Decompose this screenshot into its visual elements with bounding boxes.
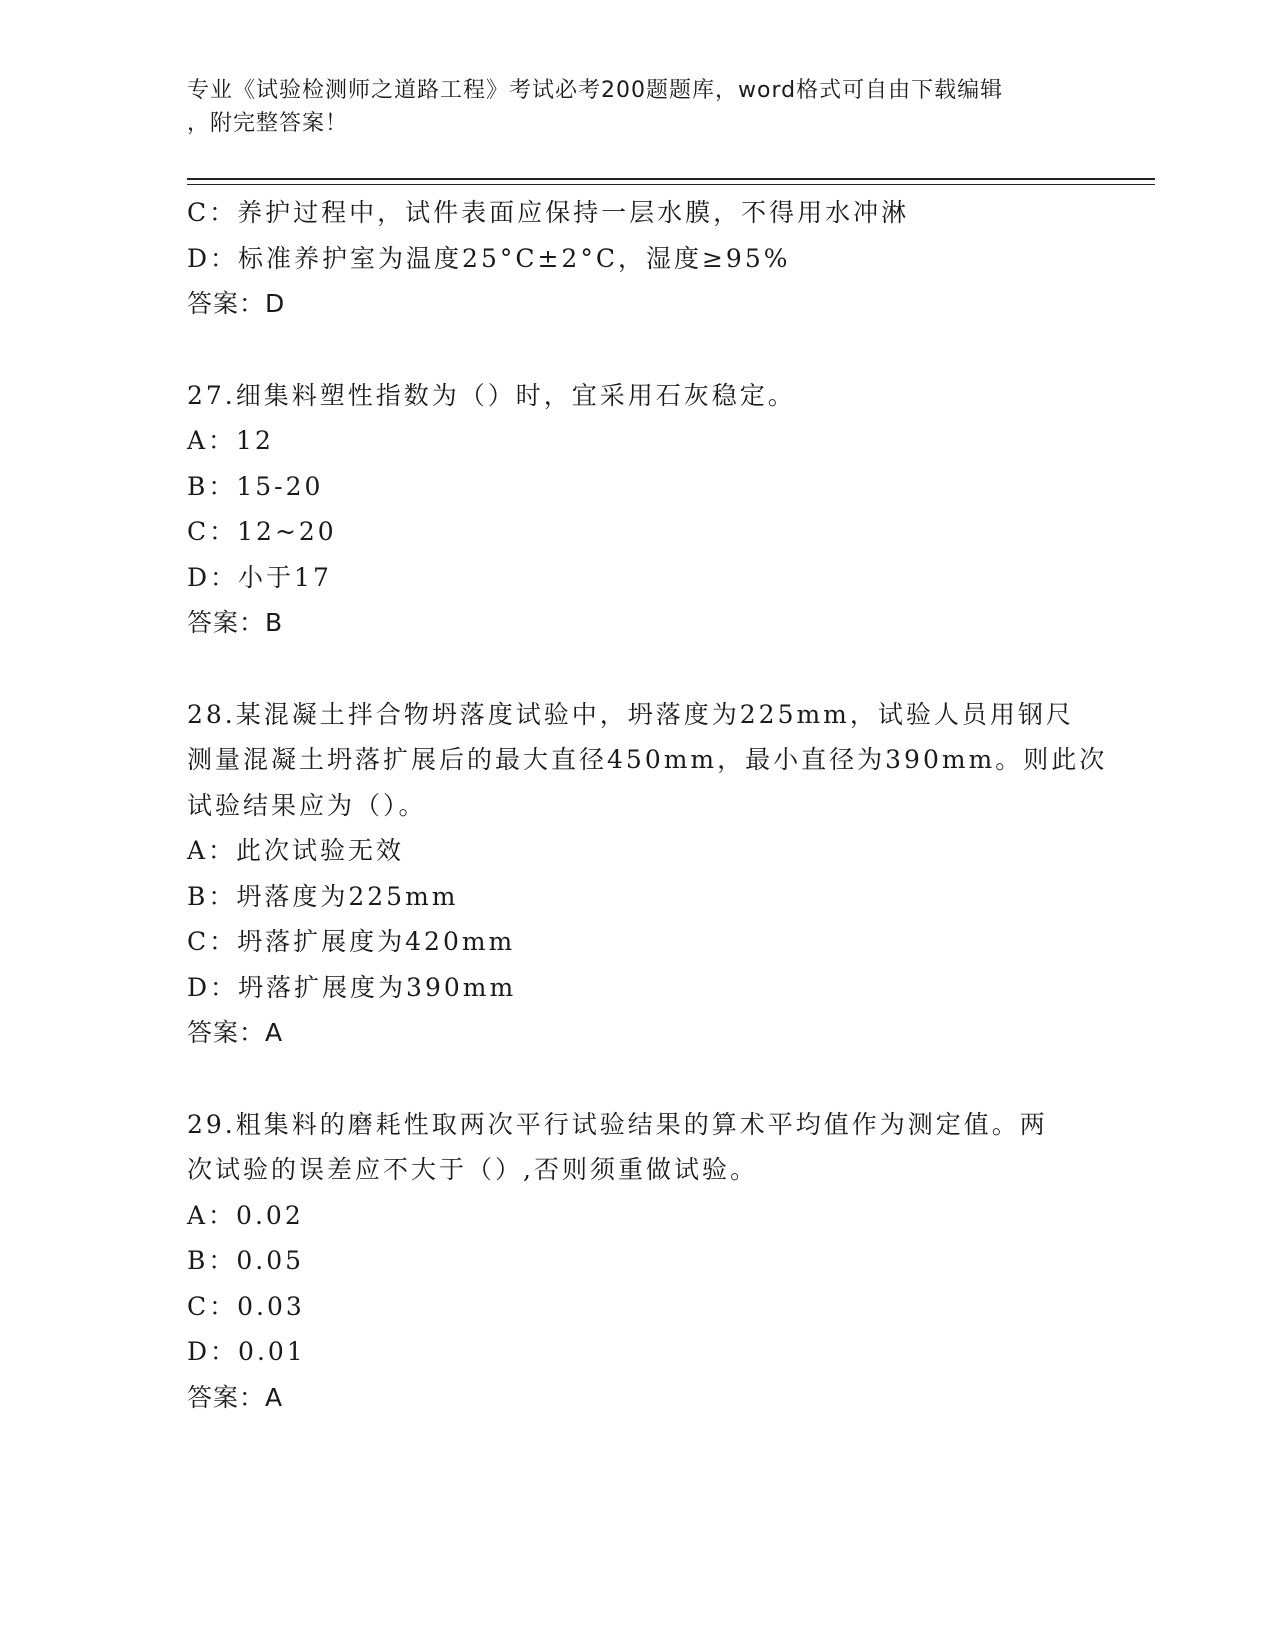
question-stem-line2: 测量混凝土坍落扩展后的最大直径450mm，最小直径为390mm。则此次 (187, 745, 1108, 774)
option-a: A：0.02 (187, 1200, 304, 1230)
option-d: D：0.01 (187, 1337, 306, 1366)
question-28 (187, 692, 1108, 1056)
question-stem-line1: 28.某混凝土拌合物坍落度试验中，坍落度为225mm，试验人员用钢尺 (187, 699, 1074, 729)
question-list (187, 190, 1108, 1420)
question-stem-line2: 次试验的误差应不大于（）,否则须重做试验。 (187, 1155, 758, 1184)
option-b: B：0.05 (187, 1246, 305, 1275)
option-c: C：0.03 (187, 1291, 305, 1321)
answer: 答案：D (187, 289, 286, 318)
header-title-line1: 专业《试验检测师之道路工程》考试必考200题题库，word格式可自由下载编辑 (187, 78, 1004, 103)
question-29 (187, 1102, 1087, 1421)
question-stem-line3: 试验结果应为（）。 (187, 790, 427, 820)
answer: 答案：A (187, 1382, 284, 1412)
answer: 答案：B (187, 608, 284, 637)
option-c: C：养护过程中，试件表面应保持一层水膜，不得用水冲淋 (187, 198, 910, 227)
header-title-line2: ，附完整答案！ (187, 111, 349, 136)
option-d: D：小于17 (187, 562, 332, 592)
option-b: B：坍落度为225mm (187, 881, 459, 911)
header-divider-thick (187, 178, 1155, 180)
answer: 答案：A (187, 1018, 284, 1047)
option-d: D：坍落扩展度为390mm (187, 972, 517, 1002)
option-c: C：坍落扩展度为420mm (187, 927, 516, 956)
document-header (187, 74, 1067, 140)
option-b: B：15-20 (187, 471, 324, 501)
option-c: C：12~20 (187, 517, 337, 546)
question-27 (187, 373, 1087, 646)
option-a: A：此次试验无效 (187, 836, 405, 865)
question-stem: 27.细集料塑性指数为（）时，宜采用石灰稳定。 (187, 380, 796, 410)
option-d: D：标准养护室为温度25°C±2°C，湿度≥95% (187, 243, 791, 273)
question-stem-line1: 29.粗集料的磨耗性取两次平行试验结果的算术平均值作为测定值。两 (187, 1109, 1048, 1139)
header-divider-thin (187, 184, 1155, 185)
question-26-tail (187, 190, 1087, 327)
option-a: A：12 (187, 426, 274, 455)
